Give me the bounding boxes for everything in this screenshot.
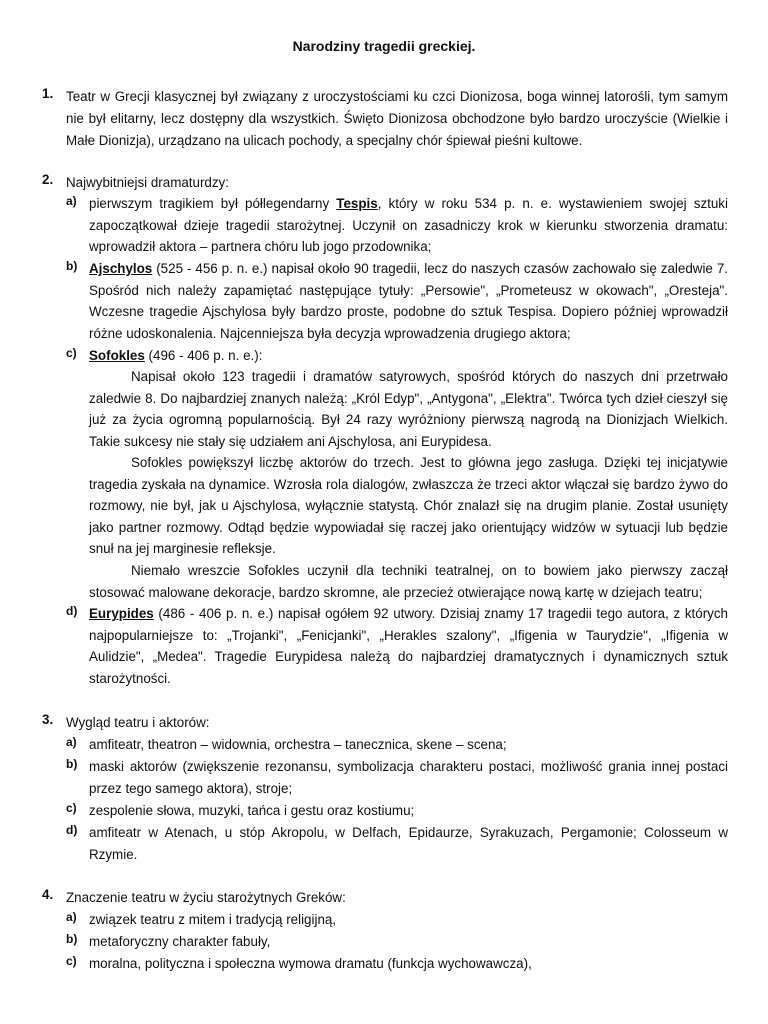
sofokles-paragraph-2: Sofokles powiększył liczbę aktorów do trzech. Jest to główna jego zasługa. Dzięki tej inicjatywie tragedia zyskała na dynamice. Wzrosła rola dialogów, zwłaszcza że trzeci aktor włączał się bardzo żywo do rozmowy, nie był, jak u Ajschylosa, wyłącznie statystą. Chór znalazł się na drugim planie. Został usunięty jako partner rozmowy. Odtąd będzie wypowiadał się raczej jako orientujący widzów w sytuacji lub będzie snuł na jej marginesie refleksje. <box>89 455 728 556</box>
section-4-item-b-letter: b) <box>66 932 78 946</box>
sofokles-paragraph-1: Napisał około 123 tragedii i dramatów satyrowych, spośród których do naszych dni przetrwało zaledwie 8. Do najbardziej znanych należą: „Król Edyp", „Antygona", „Elektra". Twórca tych dzieł cieszył się już za życia ogromną popularnością. Był 24 razy wyróżniony pierwszą nagrodą na Dionizjach Wielkich. Takie sukcesy nie stały się udziałem ani Ajschylosa, ani Eurypidesa. <box>89 369 728 449</box>
section-4-heading: Znaczenie teatru w życiu starożytnych Greków: <box>66 890 346 905</box>
section-3-item-a-text: amfiteatr, theatron – widownia, orchestra – tanecznica, skene – scena; <box>89 737 507 752</box>
author-name-ajschylos: Ajschylos <box>89 261 153 276</box>
section-4-item-c-text: moralna, polityczna i społeczna wymowa dramatu (funkcja wychowawcza), <box>89 956 532 971</box>
section-3-number: 3. <box>42 712 54 727</box>
page-title: Narodziny tragedii greckiej. <box>292 38 476 54</box>
section-2-item-c-letter: c) <box>66 346 77 360</box>
author-name-eurypides: Eurypides <box>89 606 154 621</box>
section-4-number: 4. <box>42 887 54 902</box>
section-2-item-b-text: Ajschylos (525 - 456 p. n. e.) napisał około 90 tragedii, lecz do naszych czasów zachowało się zaledwie 7. Spośród nich należy zapamiętać następujące tytuły: „Persowie", „Prometeusz w okowach", „Oresteja". Wczesne tragedie Ajschylosa były bardzo proste, podobne do sztuk Tespisa. Dopiero później wprowadził różne udoskonalenia. Najcenniejsza była decyzja wprowadzenia drugiego aktora; <box>89 261 728 341</box>
author-name-tespis: Tespis <box>336 196 378 211</box>
author-name-sofokles: Sofokles <box>89 348 145 363</box>
section-2-item-a-letter: a) <box>66 194 77 208</box>
sofokles-paragraph-3: Niemało wreszcie Sofokles uczynił dla techniki teatralnej, on to bowiem jako pierwszy zaczął stosować malowane dekoracje, bardzo skromne, ale przecież otwierające nową kartę w dziejach teatru; <box>89 563 728 600</box>
section-1-number: 1. <box>42 86 54 101</box>
section-2-number: 2. <box>42 172 54 187</box>
section-3-item-a-letter: a) <box>66 735 77 749</box>
section-3-item-b-text: maski aktorów (zwiększenie rezonansu, symbolizacja charakteru postaci, możliwość grania innej postaci przez tego samego aktora), stroje; <box>89 759 728 796</box>
section-3-item-c-text: zespolenie słowa, muzyki, tańca i gestu oraz kostiumu; <box>89 803 415 818</box>
section-3-item-d-letter: d) <box>66 823 78 837</box>
section-2-item-a-text: pierwszym tragikiem był półlegendarny Tespis, który w roku 534 p. n. e. wystawieniem swojej sztuki zapoczątkował dzieje tragedii starożytnej. Uczynił on zasadniczy krok w kierunku stworzenia dramatu: wprowadził aktora – partnera chóru lub jogo przodownika; <box>89 196 728 254</box>
section-2-item-d-letter: d) <box>66 604 78 618</box>
section-3-item-c-letter: c) <box>66 801 77 815</box>
section-2-item-b-letter: b) <box>66 259 78 273</box>
section-2-heading: Najwybitniejsi dramaturdzy: <box>66 175 229 190</box>
section-4-item-b-text: metaforyczny charakter fabuły, <box>89 934 271 949</box>
section-4-item-c-letter: c) <box>66 954 77 968</box>
section-4-item-a-text: związek teatru z mitem i tradycją religijną, <box>89 912 337 927</box>
section-2-item-d-text: Eurypides (486 - 406 p. n. e.) napisał ogółem 92 utwory. Dzisiaj znamy 17 tragedii tego autora, z których najpopularniejsze to: „Trojanki", „Fenicjanki", „Herakles szalony", „Ifigenia w Taurydzie", „Ifigenia w Aulidzie", „Medea". Tragedie Eurypidesa należą do najbardziej dramatycznych i dynamicznych sztuk starożytności. <box>89 606 728 686</box>
section-1-text: Teatr w Grecji klasycznej był związany z uroczystościami ku czci Dionizosa, boga winnej latorośli, tym samym nie był elitarny, lecz dostępny dla wszystkich. Święto Dionizosa obchodzone było bardzo uroczyście (Wielkie i Małe Dionizja), urządzano na ulicach pochody, a specjalny chór śpiewał pieśni kultowe. <box>66 89 728 148</box>
section-3-item-d-text: amfiteatr w Atenach, u stóp Akropolu, w Delfach, Epidaurze, Syrakuzach, Pergamonie; Colosseum w Rzymie. <box>89 825 728 862</box>
section-4-item-a-letter: a) <box>66 910 77 924</box>
section-3-heading: Wygląd teatru i aktorów: <box>66 715 210 730</box>
section-3-item-b-letter: b) <box>66 757 78 771</box>
section-2-item-c-heading: Sofokles (496 - 406 p. n. e.): <box>89 348 263 363</box>
